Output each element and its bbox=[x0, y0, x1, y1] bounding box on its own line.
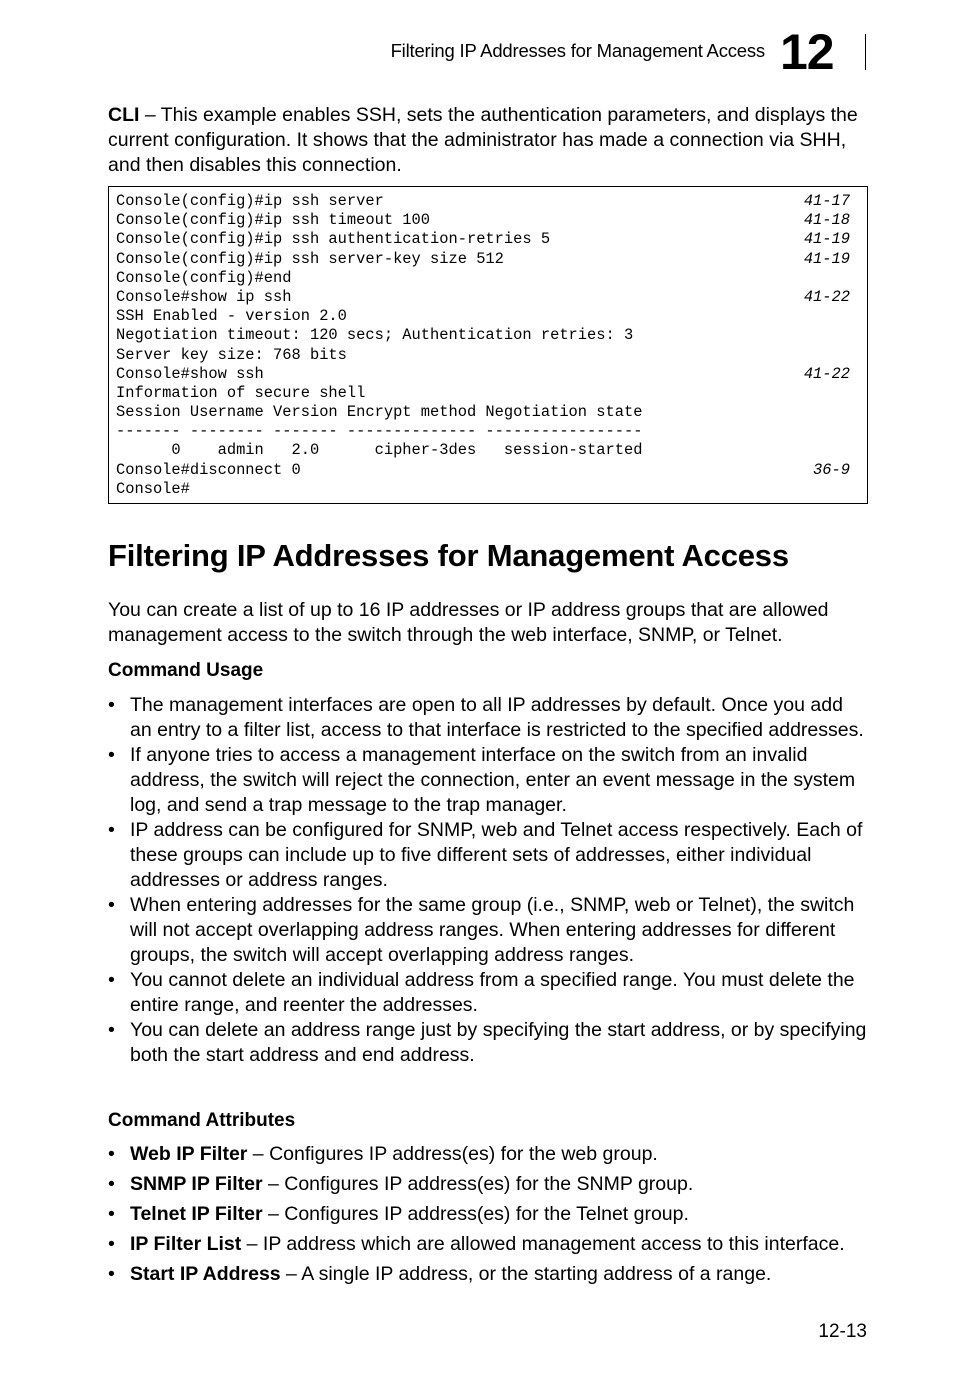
code-text: Console# bbox=[116, 479, 190, 498]
code-page-ref: 36-9 bbox=[813, 460, 850, 479]
code-text: Console(config)#ip ssh authentication-retries 5 bbox=[116, 230, 551, 249]
command-attributes-heading: Command Attributes bbox=[108, 1110, 296, 1131]
command-usage-list bbox=[108, 693, 870, 1068]
code-line bbox=[116, 422, 850, 441]
code-line bbox=[116, 211, 850, 230]
attribute-item bbox=[108, 1232, 870, 1257]
code-page-ref: 41-19 bbox=[803, 230, 850, 249]
code-line bbox=[116, 441, 850, 460]
code-line bbox=[116, 346, 850, 365]
command-usage-heading: Command Usage bbox=[108, 660, 264, 681]
code-line bbox=[116, 288, 850, 307]
code-line bbox=[116, 461, 850, 480]
bullet-icon: • bbox=[108, 969, 115, 991]
code-line bbox=[116, 250, 850, 269]
attribute-term: Web IP Filter bbox=[130, 1143, 248, 1165]
code-page-ref: 41-22 bbox=[803, 287, 850, 306]
code-page-ref: 41-17 bbox=[803, 192, 850, 210]
bullet-icon: • bbox=[108, 744, 115, 766]
code-text: Information of secure shell bbox=[116, 383, 366, 402]
list-item bbox=[108, 1018, 870, 1068]
command-attributes-list bbox=[108, 1142, 870, 1292]
bullet-icon: • bbox=[108, 1173, 115, 1195]
attribute-desc: – Configures IP address(es) for the Telnet group. bbox=[262, 1203, 689, 1225]
bullet-icon: • bbox=[108, 1019, 115, 1041]
list-item bbox=[108, 743, 870, 818]
attribute-term: Telnet IP Filter bbox=[130, 1203, 263, 1225]
bullet-icon: • bbox=[108, 894, 115, 916]
attribute-term: Start IP Address bbox=[130, 1263, 281, 1285]
bullet-icon: • bbox=[108, 1263, 115, 1285]
list-item bbox=[108, 818, 870, 893]
code-text: Console(config)#ip ssh server-key size 512 bbox=[116, 249, 504, 268]
code-text: Console(config)#ip ssh server bbox=[116, 192, 384, 210]
code-text: Console(config)#ip ssh timeout 100 bbox=[116, 211, 431, 230]
attribute-desc: – Configures IP address(es) for the SNMP group. bbox=[262, 1173, 694, 1195]
code-line bbox=[116, 192, 850, 211]
code-line bbox=[116, 269, 850, 288]
list-item bbox=[108, 893, 870, 968]
list-item-text: IP address can be configured for SNMP, web and Telnet access respectively. Each of these groups can include up to five different sets of addresses, either individual addresses or address ranges. bbox=[130, 819, 863, 891]
bullet-icon: • bbox=[108, 819, 115, 841]
code-line bbox=[116, 230, 850, 249]
cli-intro-text: – This example enables SSH, sets the authentication parameters, and displays the current configuration. It shows that the administrator has made a connection via SHH, and then disables this connection. bbox=[108, 104, 858, 176]
attribute-item bbox=[108, 1202, 870, 1227]
running-header-title: Filtering IP Addresses for Management Access bbox=[390, 40, 765, 61]
list-item-text: You cannot delete an individual address from a specified range. You must delete the entire range, and reenter the addresses. bbox=[130, 969, 855, 1016]
code-text: SSH Enabled - version 2.0 bbox=[116, 307, 347, 326]
attribute-term: SNMP IP Filter bbox=[130, 1173, 263, 1195]
code-line bbox=[116, 480, 850, 499]
code-text: Console#show ssh bbox=[116, 364, 264, 383]
code-text: 0 admin 2.0 cipher-3des session-started bbox=[116, 441, 643, 460]
bullet-icon: • bbox=[108, 1233, 115, 1255]
code-line bbox=[116, 307, 850, 326]
list-item-text: When entering addresses for the same group (i.e., SNMP, web or Telnet), the switch will not accept overlapping address ranges. When entering addresses for different groups, the switch will accept overlapping address ranges. bbox=[130, 894, 855, 966]
bullet-icon: • bbox=[108, 1143, 115, 1165]
code-line bbox=[116, 403, 850, 422]
list-item bbox=[108, 693, 870, 743]
code-text: Console#show ip ssh bbox=[116, 287, 292, 306]
list-item-text: You can delete an address range just by specifying the start address, or by specifying both the start address and end address. bbox=[130, 1019, 867, 1066]
cli-intro-paragraph bbox=[108, 103, 868, 178]
attribute-term: IP Filter List bbox=[130, 1233, 242, 1255]
attribute-desc: – Configures IP address(es) for the web group. bbox=[247, 1143, 658, 1165]
cli-example-box bbox=[108, 186, 868, 504]
attribute-desc: – A single IP address, or the starting address of a range. bbox=[280, 1263, 772, 1285]
code-line bbox=[116, 326, 850, 345]
code-line bbox=[116, 384, 850, 403]
code-page-ref: 41-18 bbox=[803, 211, 850, 230]
section-title: Filtering IP Addresses for Management Access bbox=[108, 538, 789, 573]
bullet-icon: • bbox=[108, 694, 115, 716]
code-page-ref: 41-19 bbox=[803, 249, 850, 268]
code-text: ------- -------- ------- -------------- ----------------- bbox=[116, 422, 643, 441]
code-text: Negotiation timeout: 120 secs; Authentication retries: 3 bbox=[116, 326, 634, 345]
code-text: Server key size: 768 bits bbox=[116, 345, 347, 364]
attribute-item bbox=[108, 1172, 870, 1197]
code-page-ref: 41-22 bbox=[803, 364, 850, 383]
cli-label: CLI bbox=[108, 104, 140, 126]
code-text: Console(config)#end bbox=[116, 268, 292, 287]
attribute-item bbox=[108, 1262, 870, 1287]
code-text: Session Username Version Encrypt method Negotiation state bbox=[116, 403, 643, 422]
list-item bbox=[108, 968, 870, 1018]
chapter-divider bbox=[865, 34, 866, 70]
list-item-text: The management interfaces are open to all IP addresses by default. Once you add an entry to a filter list, access to that interface is restricted to the specified addresses. bbox=[130, 694, 864, 741]
attribute-desc: – IP address which are allowed management access to this interface. bbox=[241, 1233, 845, 1255]
page-number: 12-13 bbox=[818, 1321, 867, 1342]
section-intro-paragraph: You can create a list of up to 16 IP addresses or IP address groups that are allowed management access to the switch through the web interface, SNMP, or Telnet. bbox=[108, 599, 829, 646]
attribute-item bbox=[108, 1142, 870, 1167]
chapter-number: 12 bbox=[780, 24, 834, 80]
code-text: Console#disconnect 0 bbox=[116, 460, 301, 479]
bullet-icon: • bbox=[108, 1203, 115, 1225]
list-item-text: If anyone tries to access a management interface on the switch from an invalid address, the switch will reject the connection, enter an event message in the system log, and send a trap message to the trap manager. bbox=[130, 744, 856, 816]
code-line bbox=[116, 365, 850, 384]
